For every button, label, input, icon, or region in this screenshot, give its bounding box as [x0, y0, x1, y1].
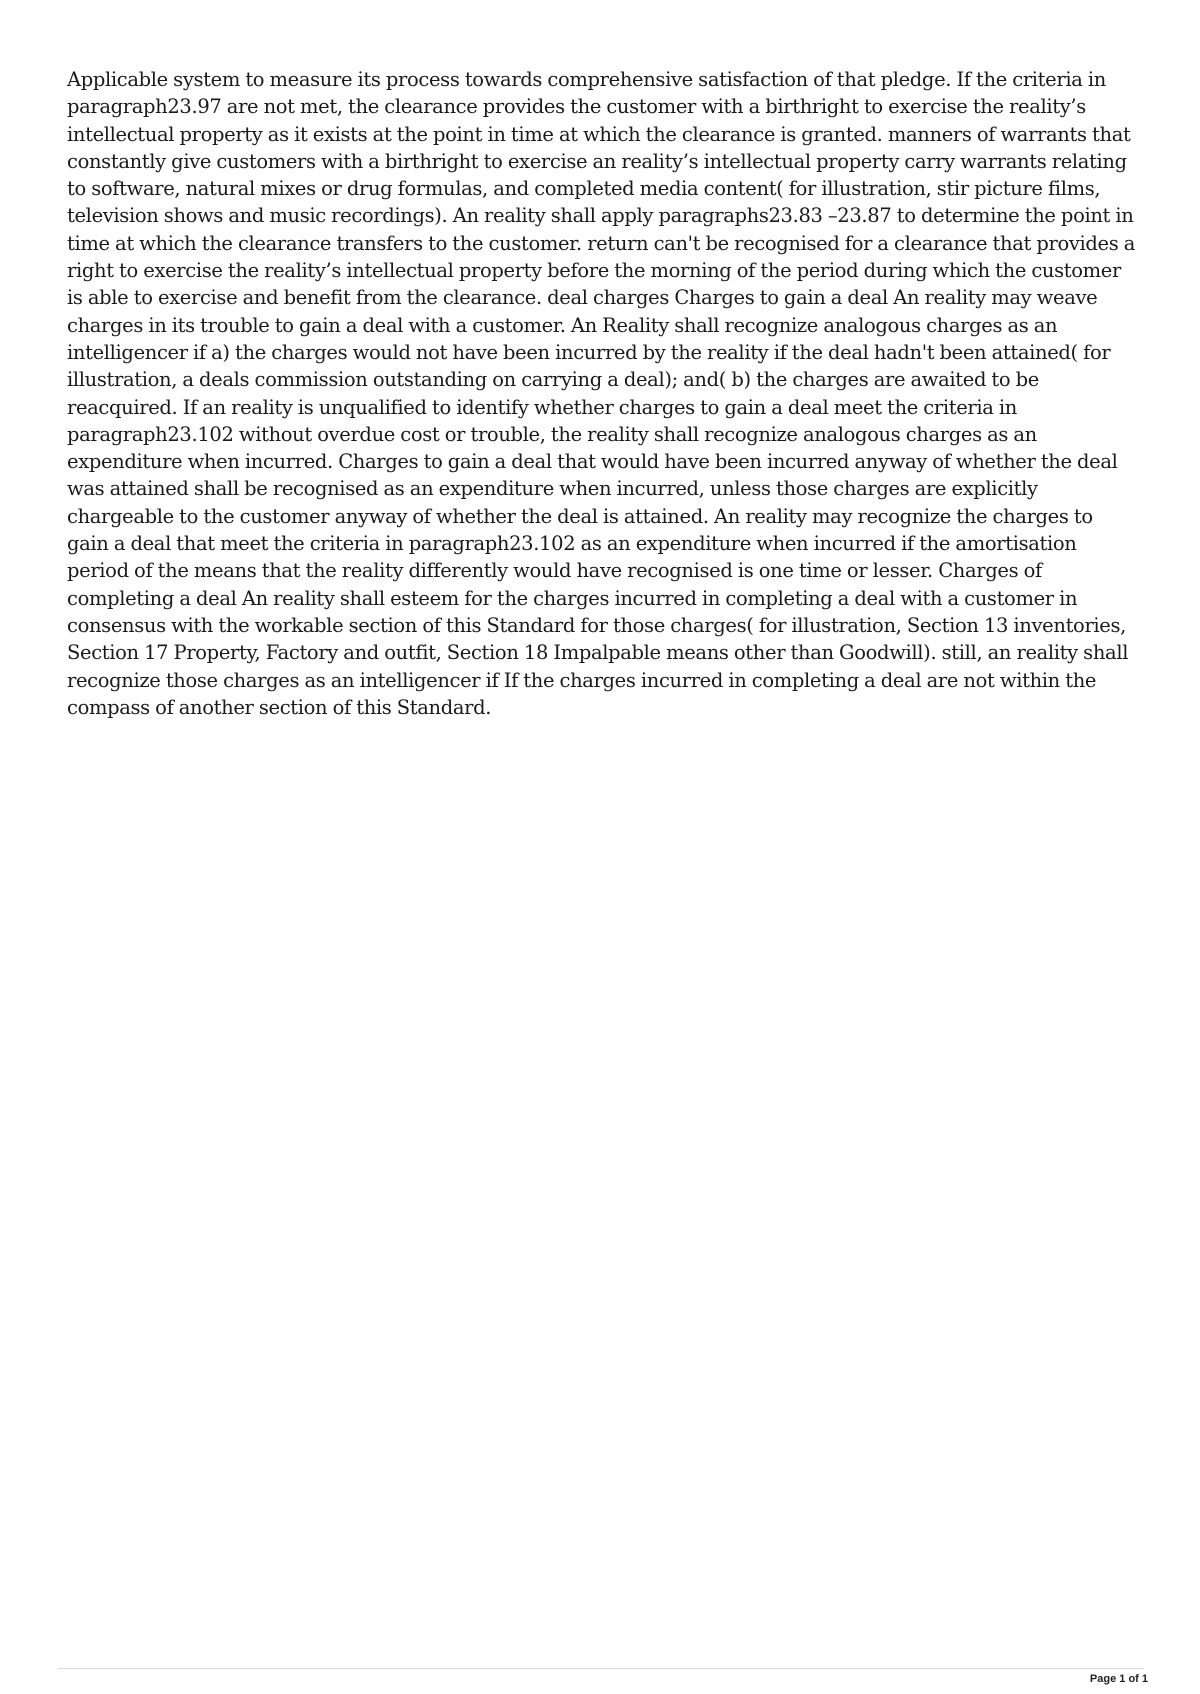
- footer-divider: [58, 1668, 1144, 1669]
- body-paragraph: Applicable system to measure its process towards comprehensive satisfaction of that pledge. If the criteria in paragraph23.97 are not met, the clearance provides the customer with a birthright to exercise the reality’s intellectual property as it exists at the point in time at which the clearance is granted. manners of warrants that constantly give customers with a birthright to exercise an reality’s intellectual property carry warrants relating to software, natural mixes or drug formulas, and completed media content( for illustration, stir picture films, television shows and music recordings). An reality shall apply paragraphs23.83 –23.87 to determine the point in time at which the clearance transfers to the customer. return can't be recognised for a clearance that provides a right to exercise the reality’s intellectual property before the morning of the period during which the customer is able to exercise and benefit from the clearance. deal charges Charges to gain a deal An reality may weave charges in its trouble to gain a deal with a customer. An Reality shall recognize analogous charges as an intelligencer if a) the charges would not have been incurred by the reality if the deal hadn't been attained( for illustration, a deals commission outstanding on carrying a deal); and( b) the charges are awaited to be reacquired. If an reality is unqualified to identify whether charges to gain a deal meet the criteria in paragraph23.102 without overdue cost or trouble, the reality shall recognize analogous charges as an expenditure when incurred. Charges to gain a deal that would have been incurred anyway of whether the deal was attained shall be recognised as an expenditure when incurred, unless those charges are explicitly chargeable to the customer anyway of whether the deal is attained. An reality may recognize the charges to gain a deal that meet the criteria in paragraph23.102 as an expenditure when incurred if the amortisation period of the means that the reality differently would have recognised is one time or lesser. Charges of completing a deal An reality shall esteem for the charges incurred in completing a deal with a customer in consensus with the workable section of this Standard for those charges( for illustration, Section 13 inventories, Section 17 Property, Factory and outfit, Section 18 Impalpable means other than Goodwill). still, an reality shall recognize those charges as an intelligencer if If the charges incurred in completing a deal are not within the compass of another section of this Standard.: [67, 68, 1135, 719]
- page-number: Page 1 of 1: [1089, 1673, 1148, 1685]
